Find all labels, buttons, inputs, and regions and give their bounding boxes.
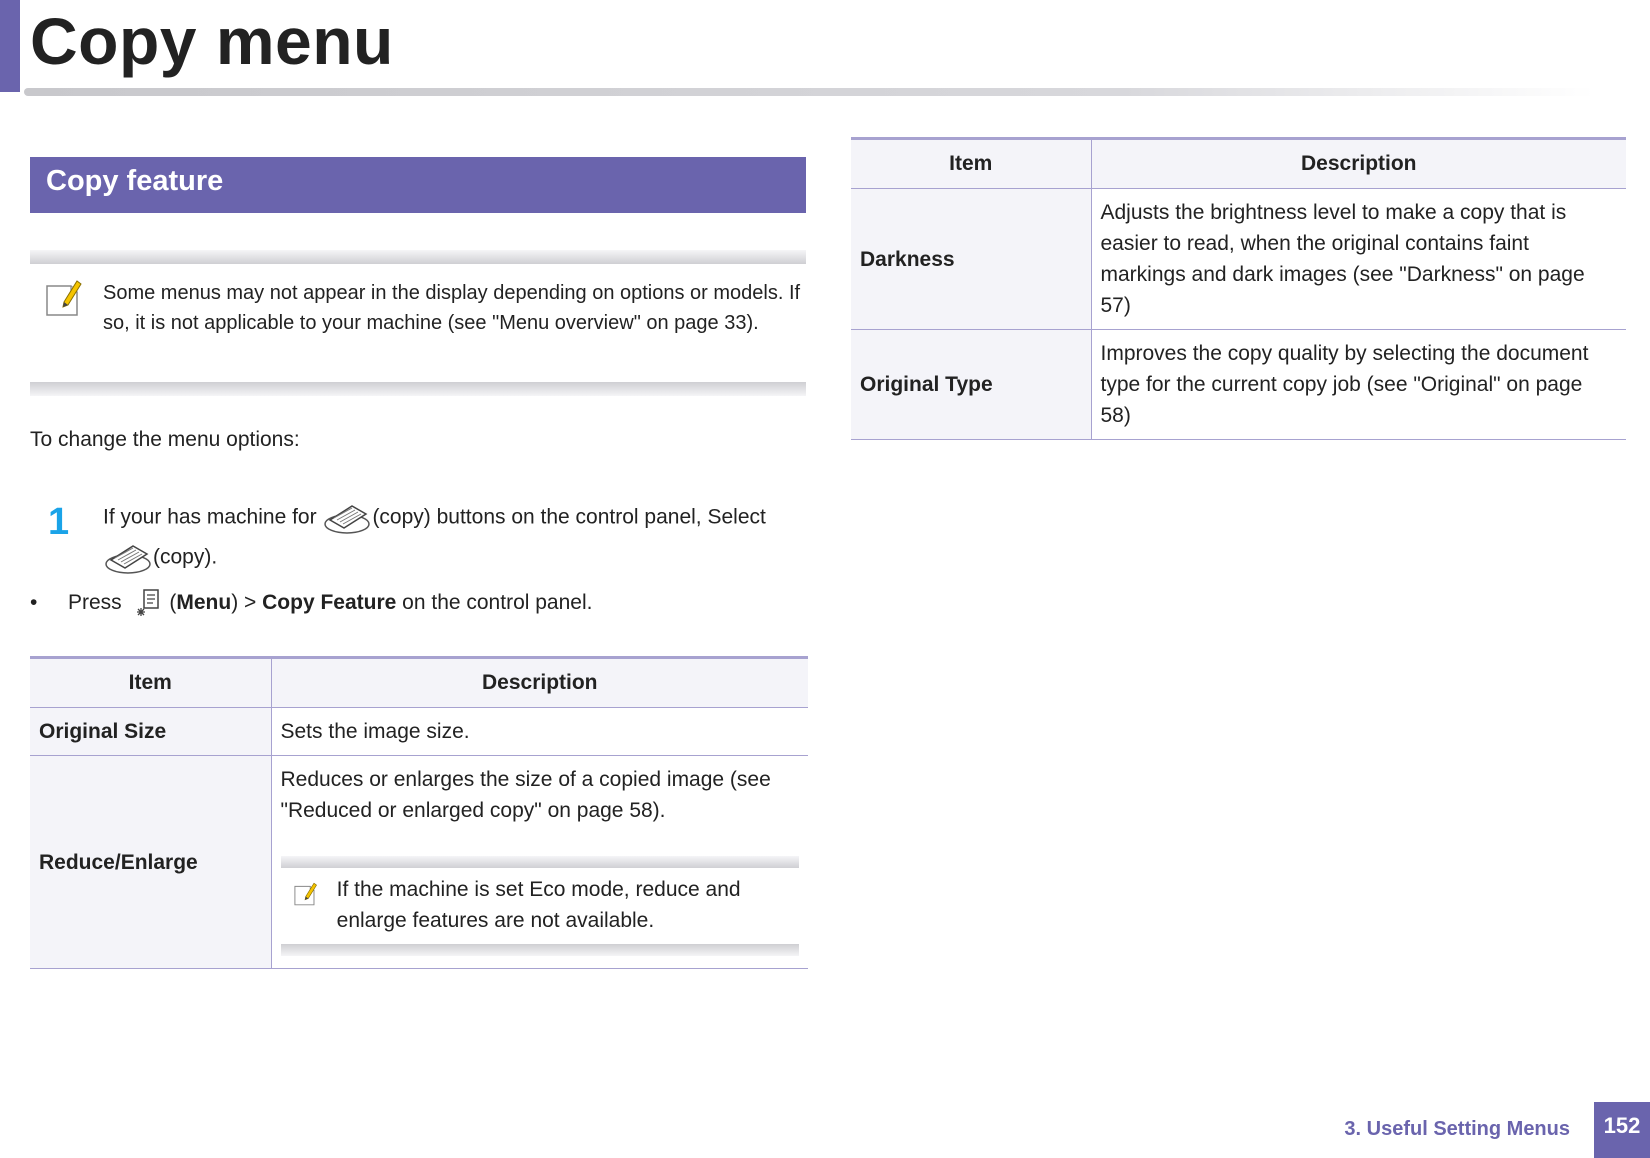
- intro-text: To change the menu options:: [30, 428, 300, 451]
- description-cell: [271, 756, 808, 969]
- note-top-bar: [30, 250, 806, 264]
- note-pencil-icon: [44, 278, 82, 318]
- title-accent-bar: [0, 0, 20, 92]
- table-row: [851, 189, 1626, 330]
- table-header-row: [851, 139, 1626, 189]
- column-header-description: Description: [271, 658, 808, 708]
- bullet-item: [30, 587, 592, 618]
- inline-note-box: [281, 856, 800, 956]
- description-cell: Sets the image size.: [271, 708, 808, 756]
- note-pencil-icon: [293, 874, 317, 914]
- table-row: [30, 708, 808, 756]
- description-cell: Adjusts the brightness level to make a copy that is easier to read, when the original contains faint markings and dark images (see "Darkness" on page 57): [1091, 189, 1626, 330]
- note-box: [30, 250, 806, 396]
- menu-label: Menu: [176, 591, 232, 614]
- page-number: 152: [1594, 1102, 1650, 1158]
- column-header-description: Description: [1091, 139, 1626, 189]
- column-header-item: Item: [30, 658, 271, 708]
- copy-feature-table-right: [851, 137, 1626, 440]
- step-1-text: [103, 498, 808, 578]
- description-cell: Improves the copy quality by selecting the document type for the current copy job (see "Original" on page 58): [1091, 330, 1626, 440]
- item-cell: Reduce/Enlarge: [30, 756, 271, 969]
- step-1-text-mid: (copy) buttons on the control panel, Select: [372, 505, 766, 529]
- step-1-text-after: (copy).: [153, 545, 218, 569]
- page-title: Copy menu: [30, 4, 394, 78]
- bullet-menu-close: ) >: [231, 591, 263, 614]
- item-cell: Original Type: [851, 330, 1091, 440]
- item-cell: Darkness: [851, 189, 1091, 330]
- section-heading-label: Copy feature: [46, 165, 224, 197]
- section-heading: [30, 157, 806, 213]
- note-bottom-bar: [281, 944, 800, 956]
- table-row: [30, 756, 808, 969]
- copy-icon: [322, 498, 372, 538]
- step-number: 1: [48, 501, 70, 543]
- note-bottom-bar: [30, 382, 806, 396]
- chapter-label: 3. Useful Setting Menus: [1344, 1118, 1570, 1140]
- table-row: [851, 330, 1626, 440]
- item-cell: Original Size: [30, 708, 271, 756]
- title-divider: [24, 88, 1594, 96]
- copy-feature-label: Copy Feature: [262, 591, 397, 614]
- note-top-bar: [281, 856, 800, 868]
- table-header-row: [30, 658, 808, 708]
- step-1-text-before: If your has machine for: [103, 505, 323, 529]
- bullet-menu-open: (: [163, 591, 177, 614]
- column-header-item: Item: [851, 139, 1091, 189]
- copy-feature-table-left: [30, 656, 808, 969]
- bullet-suffix: on the control panel.: [396, 591, 593, 614]
- note-text: Some menus may not appear in the display depending on options or models. If so, it is not applicable to your machine (see "Menu overview" on page 33).: [103, 282, 801, 334]
- bullet-symbol: •: [30, 591, 38, 614]
- copy-icon: [103, 538, 153, 578]
- bullet-press: Press: [68, 591, 122, 614]
- description-text: Reduces or enlarges the size of a copied image (see "Reduced or enlarged copy" on page 58).: [280, 768, 771, 822]
- menu-icon: [136, 588, 164, 618]
- note-text: If the machine is set Eco mode, reduce and enlarge features are not available.: [336, 878, 741, 932]
